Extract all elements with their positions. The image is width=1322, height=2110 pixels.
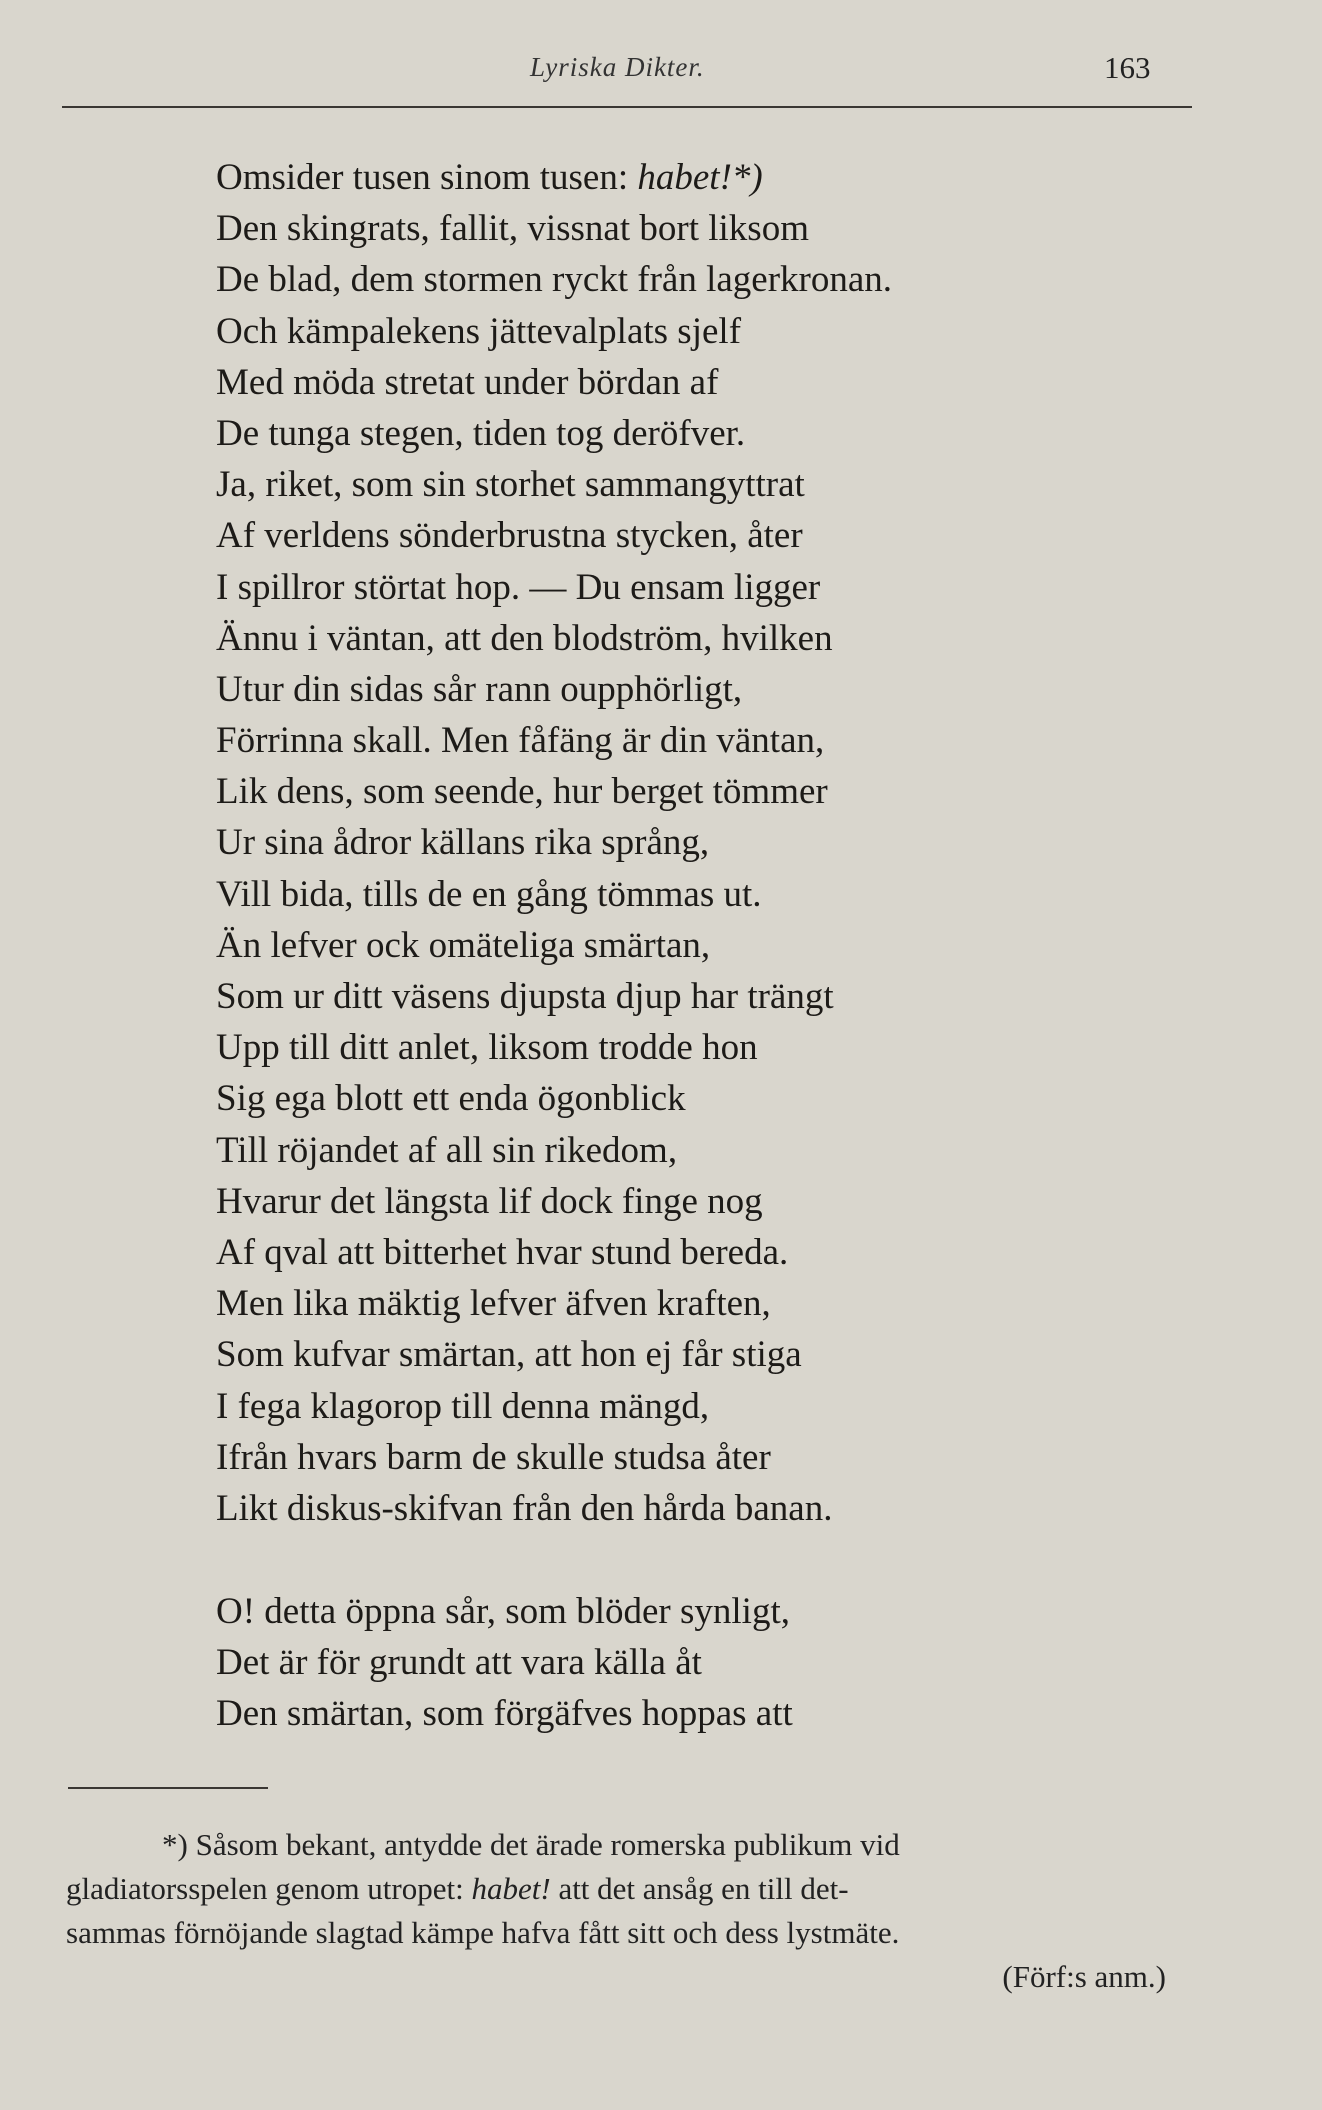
poem-line: Af verldens sönderbrustna stycken, åter (216, 515, 803, 557)
poem-line: Det är för grundt att vara källa åt (216, 1642, 702, 1684)
running-head (0, 52, 1322, 92)
poem-line: Hvarur det längsta lif dock finge nog (216, 1180, 763, 1222)
poem-line: Lik dens, som seende, hur berget tömmer (216, 771, 828, 813)
poem-line: Vill bida, tills de en gång tömmas ut. (216, 873, 762, 915)
poem-line: I fega klagorop till denna mängd, (216, 1385, 710, 1427)
poem-line: Ja, riket, som sin storhet sammangyttrat (216, 464, 805, 506)
header-rule (62, 106, 1192, 108)
footnote (66, 1823, 1200, 1999)
footnote-line: *) Såsom bekant, antydde det ärade romerska publikum vid (162, 1827, 900, 1862)
poem-line: Men lika mäktig lefver äfven kraften, (216, 1283, 771, 1325)
footnote-attribution: (Förf:s anm.) (1002, 1959, 1166, 1994)
poem-line: Sig ega blott ett enda ögonblick (216, 1078, 686, 1120)
poem-line: I spillror störtat hop. — Du ensam ligger (216, 566, 821, 608)
poem-line: Omsider tusen sinom tusen: habet!*) (216, 157, 763, 198)
footnote-rule (68, 1787, 268, 1789)
page-number: 163 (1104, 50, 1151, 85)
poem-line: Som kufvar smärtan, att hon ej får stiga (216, 1334, 802, 1376)
poem-line: Den skingrats, fallit, vissnat bort liksom (216, 208, 809, 250)
poem-line: Och kämpalekens jättevalplats sjelf (216, 310, 742, 352)
poem-line: Den smärtan, som förgäfves hoppas att (216, 1693, 793, 1735)
poem-line: De tunga stegen, tiden tog deröfver. (216, 412, 746, 454)
footnote-line: sammas förnöjande slagtad kämpe hafva fått sitt och dess lystmäte. (66, 1915, 900, 1950)
poem-line: Ur sina ådror källans rika språng, (216, 822, 710, 864)
poem-line: Upp till ditt anlet, liksom trodde hon (216, 1027, 758, 1069)
poem-line: Som ur ditt väsens djupsta djup har trängt (216, 976, 834, 1017)
poem-line: De blad, dem stormen ryckt från lagerkronan. (216, 259, 893, 301)
poem-line: Ännu i väntan, att den blodström, hvilken (216, 617, 833, 659)
poem-line: Af qval att bitterhet hvar stund bereda. (216, 1231, 789, 1273)
poem-body (216, 152, 1256, 1740)
poem-line: Än lefver ock omäteliga smärtan, (216, 924, 711, 966)
poem-line: Ifrån hvars barm de skulle studsa åter (216, 1436, 771, 1478)
running-head-title: Lyriska Dikter. (530, 52, 705, 82)
stanza-break (216, 1534, 1256, 1586)
footnote-line: gladiatorsspelen genom utropet: habet! att det ansåg en till det- (66, 1871, 849, 1906)
poem-line: Med möda stretat under bördan af (216, 361, 719, 403)
poem-line: Till röjandet af all sin rikedom, (216, 1129, 678, 1171)
poem-line: Utur din sidas sår rann oupphörligt, (216, 668, 743, 710)
poem-line: Förrinna skall. Men fåfäng är din väntan, (216, 720, 825, 762)
poem-line: O! detta öppna sår, som blöder synligt, (216, 1591, 790, 1633)
poem-line: Likt diskus-skifvan från den hårda banan. (216, 1487, 833, 1529)
